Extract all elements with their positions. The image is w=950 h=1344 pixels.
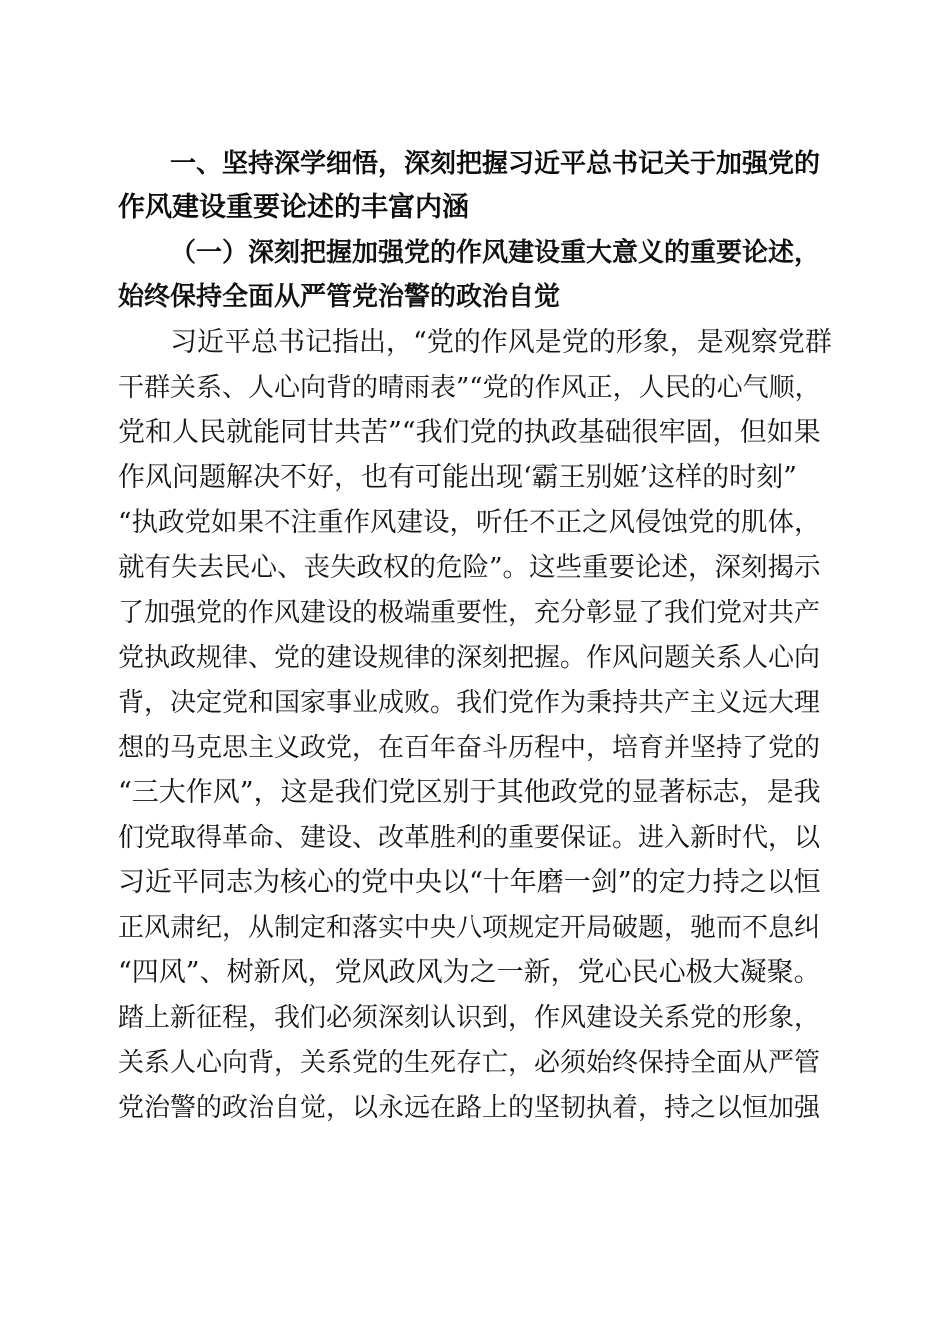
section-heading-line-2: 作风建设重要论述的丰富内涵 <box>118 192 469 223</box>
paragraph-line: 踏上新征程，我们必须深刻认识到，作风建设关系党的形象， <box>118 1003 821 1033</box>
paragraph-line: 关系人心向背，关系党的生死存亡，必须始终保持全面从严管 <box>118 1048 821 1078</box>
section-heading-line-1: 一、坚持深学细悟，深刻把握习近平总书记关于加强党的 <box>170 149 821 179</box>
paragraph-line: 想的马克思主义政党，在百年奋斗历程中，培育并坚持了党的 <box>118 733 821 763</box>
paragraph-line: 正风肃纪，从制定和落实中央八项规定开局破题，驰而不息纠 <box>118 913 821 943</box>
paragraph-line: 了加强党的作风建设的极端重要性，充分彰显了我们党对共产 <box>118 598 821 628</box>
paragraph-line: 们党取得革命、建设、改革胜利的重要保证。进入新时代，以 <box>118 823 821 853</box>
paragraph-line: 党和人民就能同甘共苦”“我们党的执政基础很牢固，但如果 <box>118 417 821 448</box>
subsection-heading-line-1: （一）深刻把握加强党的作风建设重大意义的重要论述， <box>170 238 821 268</box>
paragraph-line: “三大作风”，这是我们党区别于其他政党的显著标志，是我 <box>118 777 821 808</box>
paragraph-line: 背，决定党和国家事业成败。我们党作为秉持共产主义远大理 <box>118 688 821 718</box>
subsection-heading-line-2: 始终保持全面从严管党治警的政治自觉 <box>118 282 561 312</box>
paragraph-line: “四风”、树新风，党风政风为之一新，党心民心极大凝聚。 <box>118 957 821 988</box>
paragraph-line: 习近平总书记指出，“党的作风是党的形象，是观察党群 <box>170 327 832 358</box>
paragraph-line: 习近平同志为核心的党中央以“十年磨一剑”的定力持之以恒 <box>118 867 821 898</box>
paragraph-line: 党执政规律、党的建设规律的深刻把握。作风问题关系人心向 <box>118 643 821 673</box>
paragraph-line: “执政党如果不注重作风建设，听任不正之风侵蚀党的肌体， <box>118 507 821 538</box>
paragraph-line: 干群关系、人心向背的晴雨表”“党的作风正，人民的心气顺， <box>118 373 821 403</box>
paragraph-line: 党治警的政治自觉，以永远在路上的坚韧执着，持之以恒加强 <box>118 1093 821 1123</box>
paragraph-line: 作风问题解决不好，也有可能出现‘霸王别姬’这样的时刻” <box>118 462 797 493</box>
paragraph-line: 就有失去民心、丧失政权的危险”。这些重要论述，深刻揭示 <box>118 552 821 583</box>
